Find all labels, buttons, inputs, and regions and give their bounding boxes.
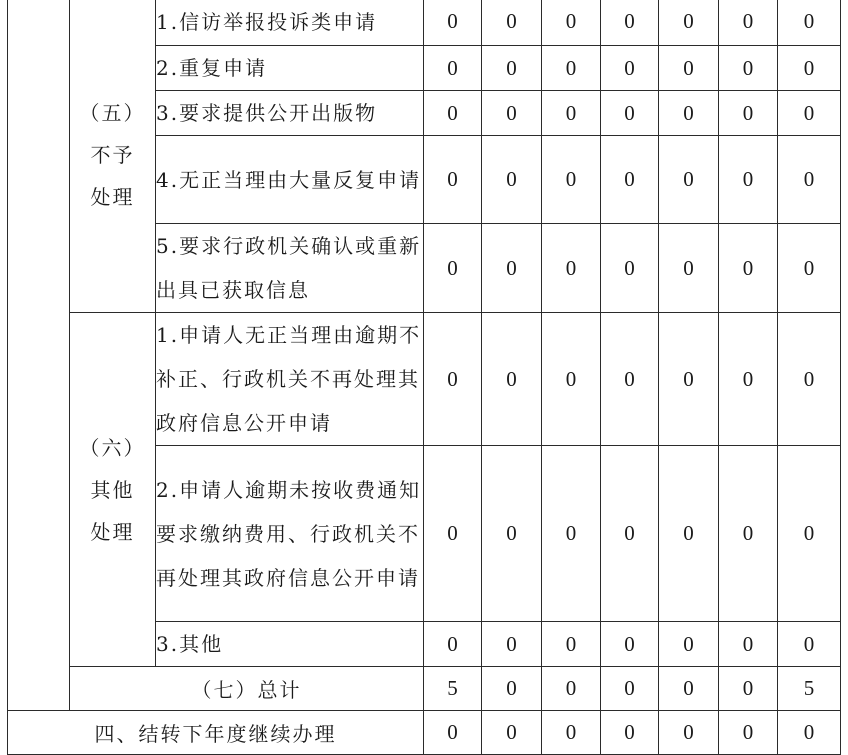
carryover-value-cell: 0 [482,711,542,755]
outer-category-cell [8,0,70,711]
value-cell: 0 [659,0,719,46]
value-cell: 0 [659,46,719,91]
value-cell: 0 [542,46,601,91]
group-label-other-processing [70,313,156,667]
value-cell: 0 [719,622,778,667]
value-cell: 0 [424,224,482,313]
value-cell: 0 [424,446,482,622]
group-label-line: 处理 [90,519,135,544]
value-cell: 0 [542,313,601,446]
total-label: （七）总计 [70,667,424,711]
carryover-value-cell: 0 [601,711,659,755]
carryover-value-cell: 0 [659,711,719,755]
value-cell: 0 [659,313,719,446]
total-value-cell: 0 [601,667,659,711]
carryover-value-cell: 0 [719,711,778,755]
total-value-cell: 0 [542,667,601,711]
table-row [8,0,841,46]
value-cell: 0 [482,46,542,91]
group-label-line: （五） [79,101,146,125]
value-cell: 0 [778,446,841,622]
value-cell: 0 [482,91,542,136]
value-cell: 0 [778,224,841,313]
value-cell: 0 [424,46,482,91]
value-cell: 0 [482,136,542,224]
value-cell: 0 [719,91,778,136]
value-cell: 0 [601,46,659,91]
value-cell: 0 [659,446,719,622]
value-cell: 0 [482,0,542,46]
total-value-cell: 0 [659,667,719,711]
carryover-value-cell: 0 [778,711,841,755]
row-label: 4.无正当理由大量反复申请 [156,136,424,224]
value-cell: 0 [659,224,719,313]
value-cell: 0 [482,622,542,667]
value-cell: 0 [542,224,601,313]
group-label-line: 其他 [90,477,135,502]
row-label: 5.要求行政机关确认或重新出具已获取信息 [156,224,424,313]
total-value-cell: 5 [778,667,841,711]
value-cell: 0 [482,446,542,622]
value-cell: 0 [542,622,601,667]
value-cell: 0 [542,0,601,46]
value-cell: 0 [601,0,659,46]
value-cell: 0 [659,622,719,667]
total-value-cell: 5 [424,667,482,711]
value-cell: 0 [601,91,659,136]
value-cell: 0 [542,91,601,136]
value-cell: 0 [601,446,659,622]
value-cell: 0 [778,91,841,136]
value-cell: 0 [424,313,482,446]
value-cell: 0 [601,313,659,446]
value-cell: 0 [719,313,778,446]
value-cell: 0 [424,622,482,667]
value-cell: 0 [601,136,659,224]
carryover-label: 四、结转下年度继续办理 [8,711,424,755]
value-cell: 0 [482,224,542,313]
group-label-line: 不予 [90,143,135,167]
carryover-value-cell: 0 [424,711,482,755]
row-label: 2.重复申请 [156,46,424,91]
value-cell: 0 [719,224,778,313]
total-value-cell: 0 [482,667,542,711]
value-cell: 0 [719,46,778,91]
value-cell: 0 [542,446,601,622]
value-cell: 0 [542,136,601,224]
total-row [8,667,841,711]
value-cell: 0 [719,446,778,622]
value-cell: 0 [778,313,841,446]
value-cell: 0 [482,313,542,446]
carryover-row [8,711,841,755]
value-cell: 0 [601,224,659,313]
value-cell: 0 [424,136,482,224]
value-cell: 0 [659,136,719,224]
row-label: 1.申请人无正当理由逾期不补正、行政机关不再处理其政府信息公开申请 [156,313,424,446]
value-cell: 0 [778,622,841,667]
value-cell: 0 [424,91,482,136]
row-label: 1.信访举报投诉类申请 [156,0,424,46]
table-row [8,313,841,446]
value-cell: 0 [778,46,841,91]
row-label: 3.其他 [156,622,424,667]
group-label-line: 处理 [90,185,135,209]
value-cell: 0 [719,0,778,46]
total-value-cell: 0 [719,667,778,711]
statistics-table [7,0,841,755]
row-label: 3.要求提供公开出版物 [156,91,424,136]
value-cell: 0 [601,622,659,667]
carryover-value-cell: 0 [542,711,601,755]
value-cell: 0 [778,0,841,46]
group-label-line: （六） [79,435,146,460]
row-label: 2.申请人逾期未按收费通知要求缴纳费用、行政机关不再处理其政府信息公开申请 [156,446,424,622]
value-cell: 0 [659,91,719,136]
value-cell: 0 [778,136,841,224]
value-cell: 0 [719,136,778,224]
value-cell: 0 [424,0,482,46]
group-label-not-processed [70,0,156,313]
